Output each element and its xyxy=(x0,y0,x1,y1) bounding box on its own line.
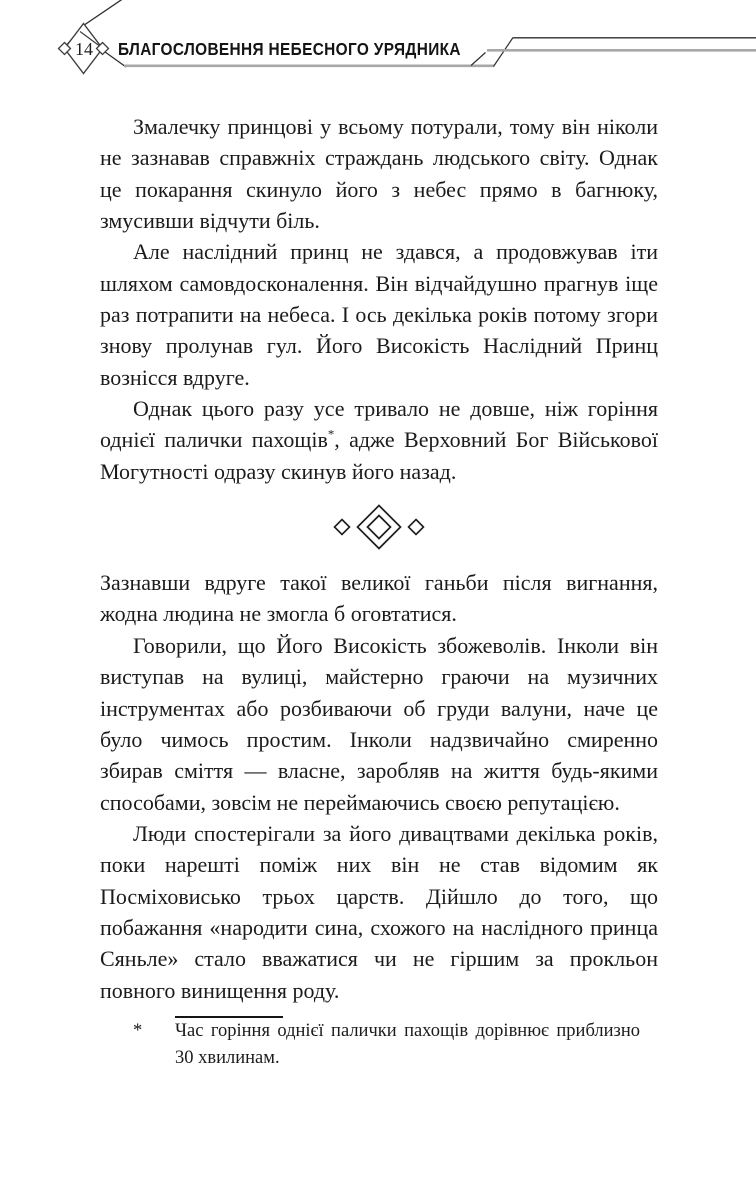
section-divider-ornament xyxy=(304,498,454,556)
footnote-text-block xyxy=(100,1018,640,1072)
paragraph-1: Змалечку принцові у всьому потурали, тому він ніколи не зазнавав справжніх страждань людського світу. Однак це покарання скинуло його з небес прямо в багнюку, змусивши відчути біль. xyxy=(100,114,658,234)
divider-outer-diamond xyxy=(358,506,401,549)
running-title xyxy=(118,39,508,60)
page-number: 14 xyxy=(75,39,93,59)
divider-inner-diamond xyxy=(368,516,391,539)
running-title-text: БЛАГОСЛОВЕННЯ НЕБЕСНОГО УРЯДНИКА xyxy=(118,39,461,59)
paragraph-3-text-after: , адже Верховний Бог Військової Могутності одразу скинув його назад. xyxy=(100,427,658,484)
divider-left-diamond xyxy=(335,520,350,535)
section-divider xyxy=(100,487,658,567)
paragraph-6: Люди спостерігали за його дивацтвами декілька років, поки нарешті поміж них він не став відомим як Посміховисько трьох царств. Дійшло до того, що побажання «народити сина, схожого на наслідного принца Сяньле» стало вважатися чи не гіршим за прокльон повного винищення роду. xyxy=(100,820,658,1003)
paragraph-3-text-before: Однак цього разу усе тривало не довше, ніж горіння однієї палички пахощів xyxy=(100,396,658,453)
footnote-text: Час горіння однієї палички пахощів дорівнює приблизно 30 хвилинам. xyxy=(175,1020,640,1068)
page-body xyxy=(100,111,658,1072)
paragraph-3 xyxy=(100,393,658,487)
footnote-reference-marker: * xyxy=(327,428,335,443)
divider-right-diamond xyxy=(409,520,424,535)
footnote-marker: * xyxy=(133,1020,143,1041)
footnote xyxy=(100,1016,658,1072)
paragraph-2: Але наслідний принц не здався, а продовжував іти шляхом самовдосконалення. Він відчайдушно прагнув іще раз потрапити на небеса. І ось декілька років потому згори знову пролунав гул. Його Високість Наслідний Принц вознісся вдруге. xyxy=(100,239,658,390)
paragraph-4: Зазнавши вдруге такої великої ганьби після вигнання, жодна людина не змогла б оговтатися. xyxy=(100,570,658,627)
paragraph-5: Говорили, що Його Високість збожеволів. Інколи він виступав на вулиці, майстерно граючи на музичних інструментах або розбиваючи об груди валуни, наче це було чимось простим. Інколи надзвичайно смиренно збирав сміття — власне, заробляв на життя будь-якими способами, зовсім не переймаючись своєю репутацією. xyxy=(100,632,658,815)
